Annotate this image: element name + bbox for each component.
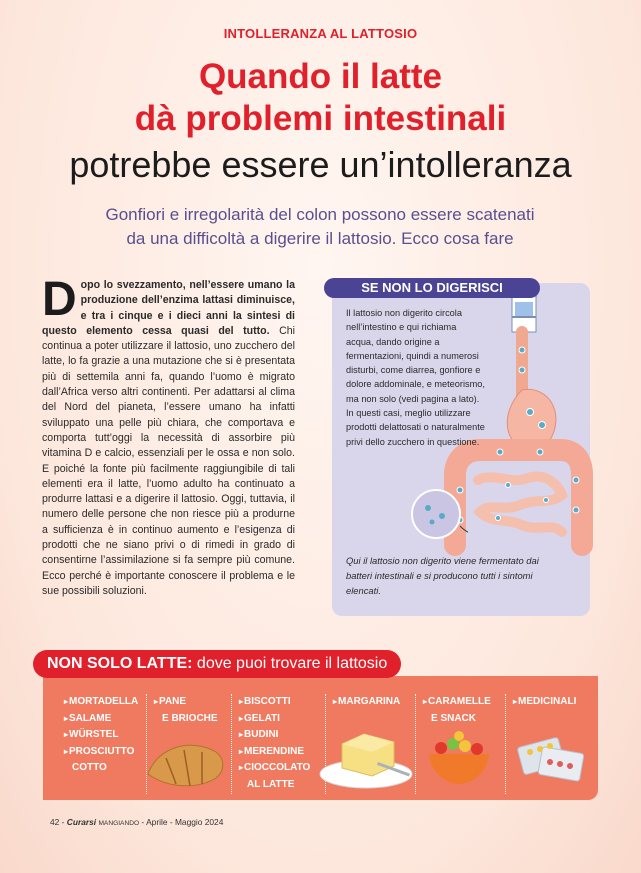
list-item: ▸CIOCCOLATO: [239, 762, 311, 773]
column-divider: [231, 694, 232, 794]
list-item: ▸MERENDINE: [239, 745, 305, 757]
magazine-brand: Curarsi: [66, 817, 97, 827]
list-item: ▸PANE: [154, 696, 187, 707]
list-item: ▸MEDICINALI: [513, 696, 577, 707]
list-item-cont: AL LATTE: [247, 778, 295, 790]
column-divider: [146, 694, 147, 794]
banner-column-5: [423, 694, 491, 727]
sidebar-label: SE NON LO DIGERISCI: [324, 278, 540, 298]
footer-section: MANGIANDO: [98, 820, 140, 827]
title-line-2: dà problemi intestinali: [134, 99, 507, 138]
list-item: ▸CARAMELLE: [423, 696, 491, 707]
list-item: ▸BUDINI: [239, 729, 279, 740]
sidebar-text: Il lattosio non digerito circola nell’intestino e qui richiama acqua, dando origine a fermentazioni, quindi a numerosi disturbi, come diarrea, gonfiore e dolore addominale, e meteorismo, ma non solo (vedi pagina a lato). In questi casi, meglio utilizzare prodotti delattosati o naturalmente privi dello zucchero in questione.: [346, 308, 485, 447]
list-item: ▸PROSCIUTTO: [64, 745, 135, 757]
section-kicker: INTOLLERANZA AL LATTOSIO: [223, 26, 418, 41]
column-divider: [505, 694, 506, 794]
column-divider: [325, 694, 326, 794]
page-number: 42: [50, 817, 60, 827]
list-item-cont: COTTO: [72, 762, 107, 773]
subtitle-line-2: da una difficoltà a digerire il lattosio. Ecco cosa fare: [126, 229, 514, 248]
list-item: ▸MORTADELLA: [64, 696, 139, 707]
article-body: [42, 273, 295, 599]
article-lead: opo lo svezzamento, nell’essere umano la produzione dell’enzima lattasi diminuisce, e tra i cinque e i dieci anni la sintesi di questo elemento cessa quasi del tutto.: [42, 279, 295, 337]
list-item-cont: E SNACK: [431, 712, 477, 724]
sidebar-caption: Qui il lattosio non digerito viene fermentato dai batteri intestinali e si producono tutti i sintomi elencati.: [346, 555, 539, 596]
banner-column-6: [513, 694, 576, 711]
zoom-bacteria-icon: [408, 486, 468, 546]
subtitle-line-1: Gonfiori e irregolarità del colon possono essere scatenati: [105, 205, 535, 224]
list-item: ▸BISCOTTI: [239, 696, 291, 707]
banner-title-bold: NON SOLO LATTE:: [47, 655, 193, 672]
issue-date: Aprile - Maggio 2024: [146, 817, 224, 827]
banner-column-2: [154, 694, 218, 727]
list-item: ▸SALAME: [64, 712, 112, 724]
banner-column-3: [239, 694, 310, 793]
banner-column-1: [64, 694, 138, 777]
list-item: ▸MARGARINA: [333, 696, 401, 707]
croissant-icon: [140, 728, 230, 794]
title-line-1: Quando il latte: [198, 57, 443, 96]
drop-cap: D: [42, 273, 77, 326]
article-text: Chi continua a poter utilizzare il lattosio, uno zucchero del latte, lo fa grazie a una mutazione che si è presentata più di settemila anni fa, quando l’uomo è migrato dall’Africa verso altri continenti. Per adattarsi al clima del Nord del pianeta, l’essere umano ha infatti sviluppato una pelle più chiara, che comportava e comporta tutt’oggi la necessità di assorbire più vitamina D e calcio, essenziali per le ossa e non solo. E poiché la fonte più facilmente raggiungibile di tali elementi era il latte, l’uomo adulto ha continuato a produrre lattasi e a digerire il lattosio. Oggi, tuttavia, il numero delle persone che non riesce più a produrne a sufficienza è in continuo aumento e l’esigenza di prodotti che ne siano privi o di rimedi in grado di consentirne l’assimilazione si fa sempre più comune. Ecco perché è importante conoscere il problema e le sue possibili soluzioni.: [42, 324, 295, 597]
candy-bowl-icon: [425, 728, 493, 786]
list-item: ▸WÜRSTEL: [64, 729, 119, 740]
page-footer: 42 - Curarsi MANGIANDO - Aprile - Maggio 2024: [50, 817, 224, 827]
list-item: ▸GELATI: [239, 712, 280, 724]
margarine-icon: [318, 722, 414, 792]
title-line-3: potrebbe essere un’intolleranza: [69, 144, 572, 185]
banner-title: [33, 650, 401, 678]
medicine-blister-icon: [514, 728, 588, 786]
list-item-cont: E BRIOCHE: [162, 712, 218, 724]
banner-column-4: [333, 694, 400, 711]
subtitle: [40, 203, 600, 251]
banner-title-rest: dove puoi trovare il lattosio: [192, 655, 388, 672]
column-divider: [415, 694, 416, 794]
